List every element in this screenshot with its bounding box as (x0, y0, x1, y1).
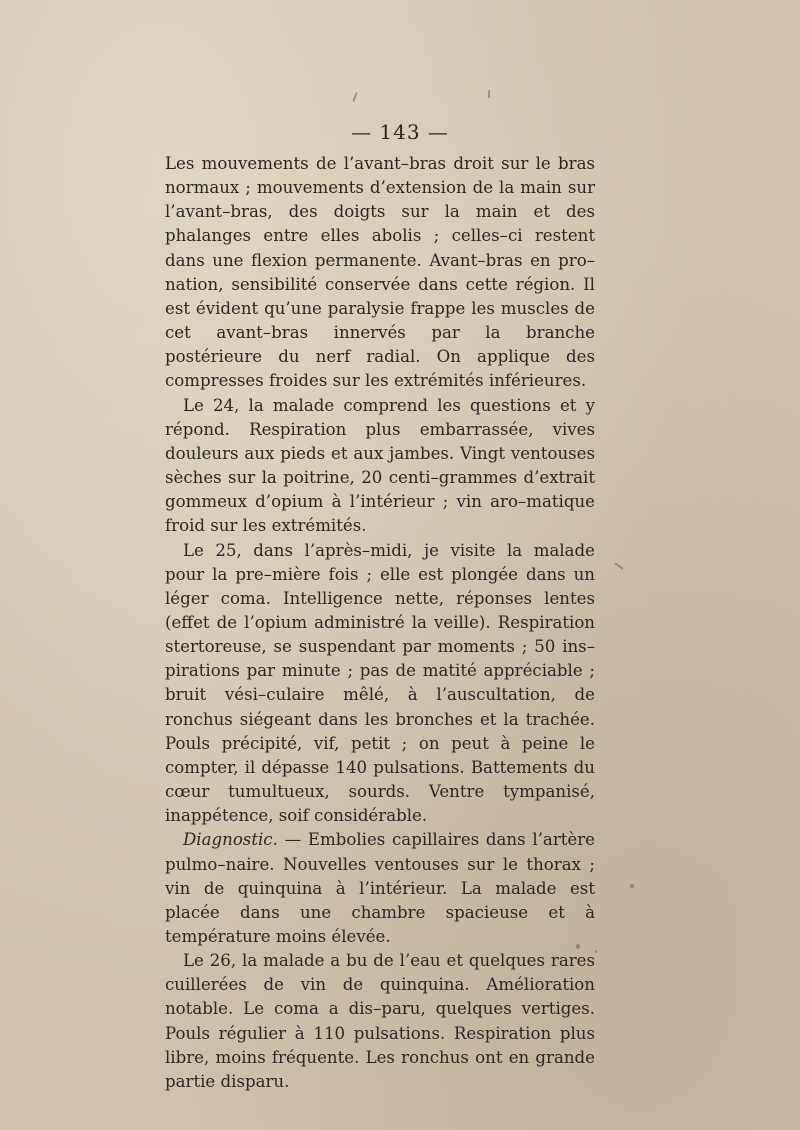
body-text (165, 152, 595, 1094)
paragraph-5: Le 26, la malade a bu de l’eau et quelques rares cuillerées de vin de quinquina. Amélioration notable. Le coma a dis–paru, quelques vertiges. Pouls régulier à 110 pulsations. Respiration plus libre, moins fréquente. Les ronchus ont en grande partie disparu. (165, 951, 595, 1091)
paragraph-1: Les mouvements de l’avant–bras droit sur le bras normaux ; mouvements d’extension de la main sur l’avant–bras, des doigts sur la main et des phalanges entre elles abolis ; celles–ci restent dans une flexion permanente. Avant–bras en pro–nation, sensibilité conservée dans cette région. Il est évident qu’une paralysie frappe les muscles de cet avant–bras innervés par la branche postérieure du nerf radial. On applique des compresses froides sur les extrémités inférieures. (165, 154, 595, 391)
paragraph-3: Le 25, dans l’après–midi, je visite la malade pour la pre–mière fois ; elle est plongée dans un léger coma. Intelligence nette, réponses lentes (effet de l’opium administré la veille). Respiration stertoreuse, se suspendant par moments ; 50 ins–pirations par minute ; pas de matité appréciable ; bruit vési–culaire mêlé, à l’auscultation, de ronchus siégeant dans les bronches et la trachée. Pouls précipité, vif, petit ; on peut à peine le compter, il dépasse 140 pulsations. Battements du cœur tumultueux, sourds. Ventre tympanisé, inappétence, soif considérable. (165, 540, 595, 826)
paragraph-2: Le 24, la malade comprend les questions et y répond. Respiration plus embarrassée, vives douleurs aux pieds et aux jambes. Vingt ventouses sèches sur la poitrine, 20 centi–grammes d’extrait gommeux d’opium à l’intérieur ; vin aro–matique froid sur les extrémités. (165, 395, 595, 536)
paragraph-4 (165, 828, 595, 949)
page-number: — 143 — (351, 120, 449, 144)
diagnostic-text: — Embolies capillaires dans l’artère pulmo–naire. Nouvelles ventouses sur le thorax ; vin de quinquina à l’intérieur. La malade est placée dans une chambre spacieuse et à température moins élevée. (165, 830, 595, 946)
diagnostic-label: Diagnostic. (183, 830, 278, 850)
